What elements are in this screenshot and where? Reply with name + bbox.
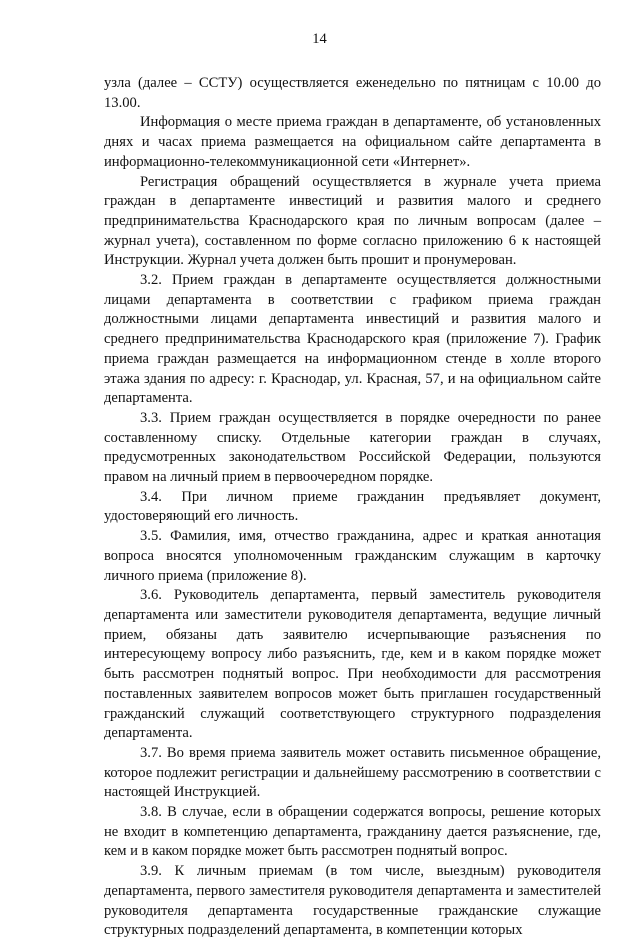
paragraph-reception-info: Информация о месте приема граждан в департаменте, об установленных днях и часах приема размещается на официальном сайте департамента в информационно-телекоммуникационной сети «Интернет».: [104, 114, 601, 170]
paragraph-3-9: 3.9. К личным приемам (в том числе, выездным) руководителя департамента, первого заместителя руководителя департамента и заместителей руководителя департамента государственные гражданские служащие структурных подразделений департамента, в компетенции которых: [104, 863, 601, 939]
paragraph-3-7: 3.7. Во время приема заявитель может оставить письменное обращение, которое подлежит регистрации и дальнейшему рассмотрению в соответствии с настоящей Инструкцией.: [104, 744, 601, 801]
paragraph-3-2: 3.2. Прием граждан в департаменте осуществляется должностными лицами департамента в соответствии с графиком приема граждан должностными лицами департамента инвестиций и развития малого и среднего предпринимательства Краснодарского края (приложение 7). График приема граждан размещается на информационном стенде в холле второго этажа здания по адресу: г. Краснодар, ул. Красная, 57, и на официальном сайте департамента.: [104, 272, 601, 407]
paragraph-registration: Регистрация обращений осуществляется в журнале учета приема граждан в департаменте инвестиций и развития малого и среднего предпринимательства Краснодарского края по личным вопросам (далее – журнал учета), составленном по форме согласно приложению 6 к настоящей Инструкции. Журнал учета должен быть прошит и пронумерован.: [104, 173, 601, 269]
paragraph-3-8: 3.8. В случае, если в обращении содержатся вопросы, решение которых не входит в компетенцию департамента, гражданину дается разъяснение, где, кем и в каком порядке может быть рассмотрен поднятый вопрос.: [104, 804, 601, 860]
paragraph-3-5: 3.5. Фамилия, имя, отчество гражданина, адрес и краткая аннотация вопроса вносятся уполномоченным гражданским служащим в карточку личного приема (приложение 8).: [104, 528, 601, 584]
document-body: [104, 74, 601, 941]
page-number: 14: [312, 31, 327, 47]
paragraph-3-6: 3.6. Руководитель департамента, первый заместитель руководителя департамента или заместители руководителя департамента, ведущие личный прием, обязаны дать заявителю исчерпывающие разъяснения по интересующему вопросу либо разъяснить, где, кем и в каком порядке может быть рассмотрен поднятый вопрос. При необходимости для рассмотрения поставленных заявителем вопросов может быть приглашен государственный гражданский служащий соответствующего структурного подразделения департамента.: [104, 587, 601, 742]
paragraph-ssut-schedule: узла (далее – ССТУ) осуществляется еженедельно по пятницам с 10.00 до 13.00.: [104, 75, 601, 111]
paragraph-3-4: 3.4. При личном приеме гражданин предъявляет документ, удостоверяющий его личность.: [104, 488, 601, 525]
paragraph-3-3: 3.3. Прием граждан осуществляется в порядке очередности по ранее составленному списку. Отдельные категории граждан в случаях, предусмотренных законодательством Российской Федерации, пользуются правом на личный прием в первоочередном порядке.: [104, 409, 601, 486]
